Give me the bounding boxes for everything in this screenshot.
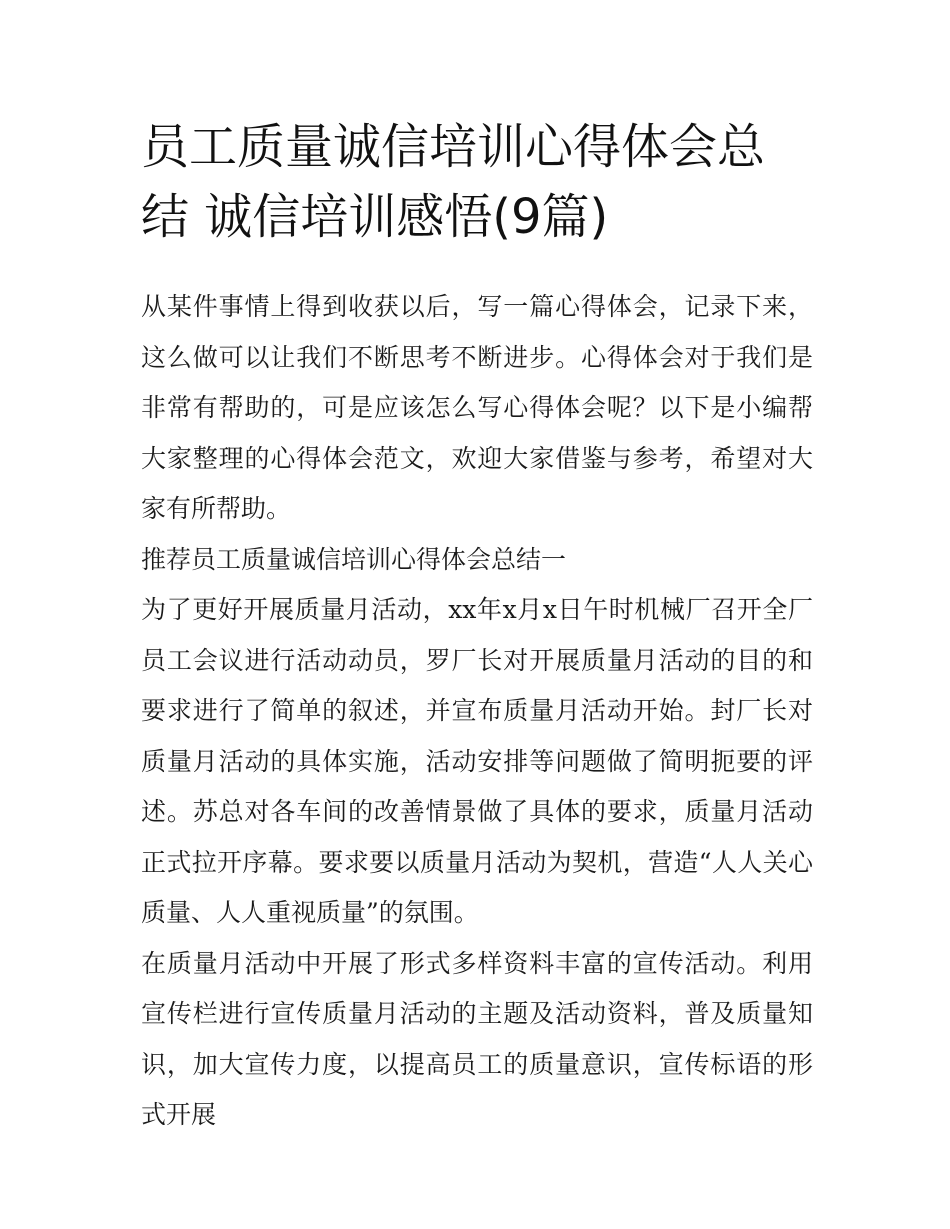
document-title xyxy=(141,112,813,252)
document-body xyxy=(141,282,813,1141)
document-title-line-2: 结 诚信培训感悟(9篇) xyxy=(141,189,609,245)
body-paragraph-1: 为了更好开展质量月活动，xx年x月x日午时机械厂召开全厂员工会议进行活动动员，罗厂长对开展质量月活动的目的和要求进行了简单的叙述，并宣布质量月活动开始。封厂长对质量月活动的具体实施，活动安排等问题做了简明扼要的评述。苏总对各车间的改善情景做了具体的要求，质量月活动正式拉开序幕。要求要以质量月活动为契机，营造“人人关心质量、人人重视质量”的氛围。 xyxy=(141,595,813,927)
document-content xyxy=(141,112,813,1141)
body-paragraph-2: 在质量月活动中开展了形式多样资料丰富的宣传活动。利用宣传栏进行宣传质量月活动的主题及活动资料，普及质量知识，加大宣传力度，以提高员工的质量意识，宣传标语的形式开展 xyxy=(141,948,813,1129)
section-heading: 推荐员工质量诚信培训心得体会总结一 xyxy=(141,544,567,574)
document-title-line-1: 员工质量诚信培训心得体会总 xyxy=(141,119,766,175)
intro-paragraph: 从某件事情上得到收获以后，写一篇心得体会，记录下来，这么做可以让我们不断思考不断进步。心得体会对于我们是非常有帮助的，可是应该怎么写心得体会呢？以下是小编帮大家整理的心得体会范文，欢迎大家借鉴与参考，希望对大家有所帮助。 xyxy=(141,292,813,523)
